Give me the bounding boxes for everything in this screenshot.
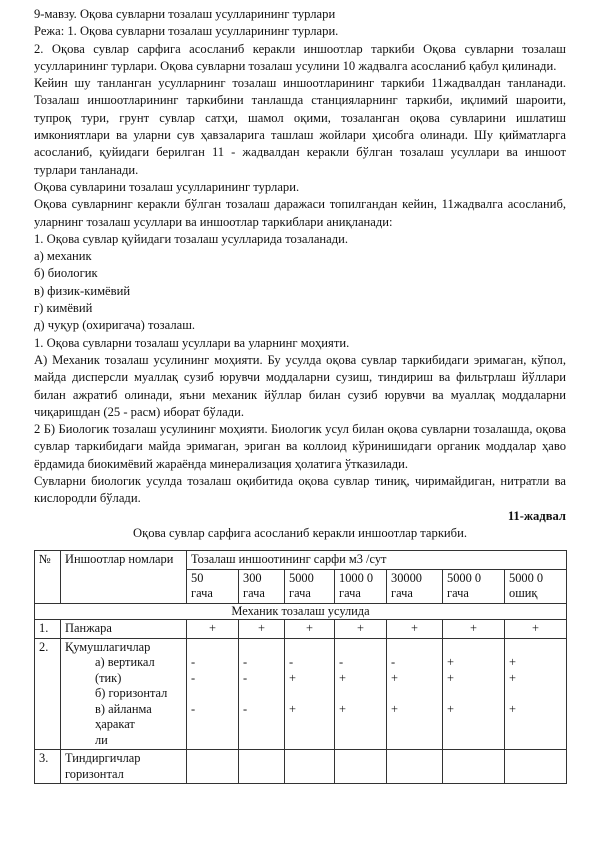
table-title: Оқова сувлар сарфига асосланиб керакли иншоотлар таркиби. (133, 525, 467, 540)
flow-col-7: 5000 0 ошиқ (505, 569, 567, 603)
table-row (35, 750, 567, 784)
header-flow: Тозалаш иншоотининг сарфи м3 /сут (187, 551, 567, 570)
row-cell: + (505, 620, 567, 639)
row-cell: - - - (187, 638, 239, 750)
row-cell (443, 750, 505, 784)
methods-intro: 1. Оқова сувлар қуйидаги тозалаш усулларида тозаланади. (34, 231, 349, 246)
row-num: 1. (35, 620, 61, 639)
paragraph-biological: 2 Б) Биологик тозалаш усулининг моҳияти. Биологик усул билан оқова сувларни тозалашда, оқова сувлар таркибидаги майда эримаган, эриган ва коллоид кўринишидаги органик моддалар ҳаво ёрдамида биокимёвий жараёнда минерализация ҳолатига ўтказилади. (34, 422, 566, 471)
row-cell: + (335, 620, 387, 639)
row-cell: + (285, 620, 335, 639)
table-section-row (35, 603, 567, 620)
flow-col-3: 5000 гача (285, 569, 335, 603)
row-cell (285, 750, 335, 784)
method-item-v: в) физик-кимёвий (34, 283, 131, 298)
paragraph-result: Сувларни биологик усулда тозалаш оқибитида оқова сувлар тиниқ, чиримайдиган, нитратли ва кислородли бўлади. (34, 474, 566, 506)
paragraph-mechanical: А) Механик тозалаш усулининг моҳияти. Бу усулда оқова сувлар таркибидаги эримаган, кўпол, майда дисперсли муаллақ сузиб юрувчи моддаларни сузиш, тиндириш ва фильтрлаш йўллари билан ажратиб олинади, яъни механик йўллар билан сузиб юрувчи ва муаллақ моддаларни чиқаришдан (25 - расм) иборат бўлади. (34, 352, 566, 419)
row-cell (335, 750, 387, 784)
row-cell: + + + (505, 638, 567, 750)
table-header-row (35, 551, 567, 570)
topic-heading: 9-мавзу. Оқова сувларни тозалаш усулларининг турлари (34, 7, 336, 21)
row-cell: - + + (285, 638, 335, 750)
row-cell: + + + (443, 638, 505, 750)
row-cell: + (239, 620, 285, 639)
row-cell (387, 750, 443, 784)
row-cell (187, 750, 239, 784)
facilities-table (34, 550, 567, 784)
subheading-methods: Оқова сувларини тозалаш усулларининг турлари. (34, 179, 300, 194)
method-item-b: б) биологик (34, 266, 98, 281)
method-item-g: г) кимёвий (34, 301, 93, 316)
row-num: 3. (35, 750, 61, 784)
row-cell: + (187, 620, 239, 639)
table-row (35, 638, 567, 750)
row-cell: - - - (239, 638, 285, 750)
row-cell: - + + (387, 638, 443, 750)
plan-line-2: 2. Оқова сувлар сарфига асосланиб керакли иншоотлар таркиби Оқова сувларни тозалаш усулларининг турлари. Оқова сувларни тозалаш усулини 10 жадвалга асосланиб қабул қилинади. (34, 41, 566, 73)
subheading-essence: 1. Оқова сувларни тозалаш усуллари ва уларнинг моҳияти. (34, 335, 350, 350)
flow-col-5: 30000 гача (387, 569, 443, 603)
row-cell (239, 750, 285, 784)
method-item-a: а) механик (34, 249, 92, 264)
flow-col-1: 50 гача (187, 569, 239, 603)
row-cell: + (387, 620, 443, 639)
row-num: 2. (35, 638, 61, 750)
header-facility: Иншоотлар номлари (61, 551, 187, 604)
row-name: Панжара (61, 620, 187, 639)
row-cell: + (443, 620, 505, 639)
row-cell (505, 750, 567, 784)
paragraph-selection: Кейин шу танланган усулларнинг тозалаш иншоотларининг таркиби 11жадвалдан танланади. Тозалаш иншоотларининг таркибини танлашда станцияларнинг таркиби, иқлимий шароити, тупроқ тури, грунт сувлар сатҳи, шамол оқими, тозаланган оқова сувларини ишлатиш имкониятлари ва уларни сув ҳавзаларига ташлаш жойлари ҳисобга олинади. Шу қийматларга асосланиб, қуйидаги берилган 11 - жадвалдан керакли бўлган тозалаш усуллари ва иншоот турлари танланади. (34, 76, 566, 177)
paragraph-degree: Оқова сувларнинг керакли бўлган тозалаш даражаси топилгандан кейин, 11жадвалга асосланиб, уларнинг тозалаш усуллари ва иншоотлар таркиблари аниқланади: (34, 197, 566, 229)
header-num: № (35, 551, 61, 604)
row-name: Тиндиргичлар горизонтал (61, 750, 187, 784)
row-cell: - + + (335, 638, 387, 750)
flow-col-6: 5000 0 гача (443, 569, 505, 603)
table-row (35, 620, 567, 639)
method-item-d: д) чуқур (охиригача) тозалаш. (34, 318, 196, 333)
document-page (34, 6, 566, 784)
flow-col-4: 1000 0 гача (335, 569, 387, 603)
plan-line-1: Режа: 1. Оқова сувларни тозалаш усулларининг турлари. (34, 24, 339, 39)
flow-col-2: 300 гача (239, 569, 285, 603)
table-label: 11-жадвал (507, 508, 566, 523)
section-mechanical: Механик тозалаш усулида (35, 603, 567, 620)
row-name: Қумушлагичлар а) вертикал (тик) б) горизонтал в) айланма ҳаракат ли (61, 638, 187, 750)
